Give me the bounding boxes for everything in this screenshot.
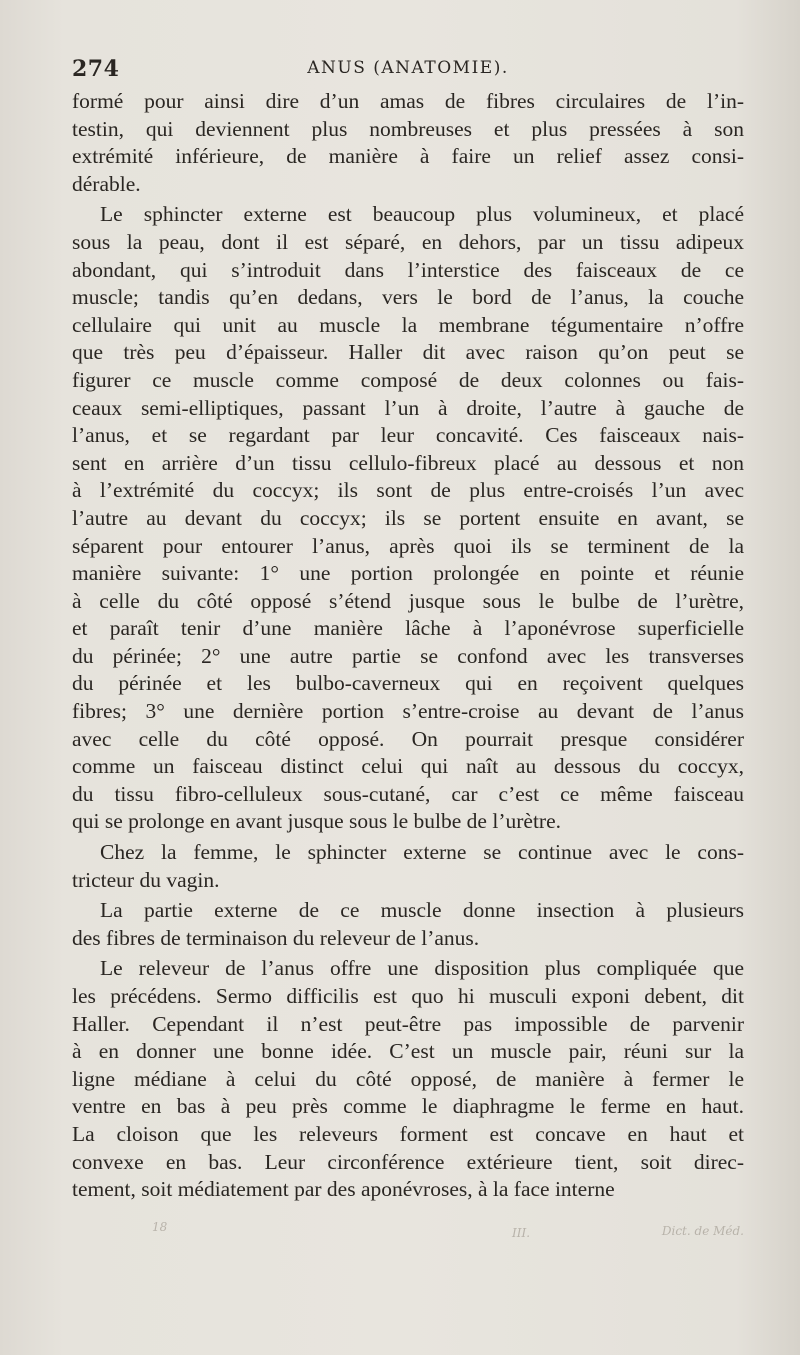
text-line: ligne médiane à celui du côté opposé, de manière à fermer le [72, 1066, 744, 1091]
running-head: ANUS (ANATOMIE). [307, 58, 509, 78]
text-line: extrémité inférieure, de manière à faire un relief assez consi- [72, 144, 744, 169]
text-line: Chez la femme, le sphincter externe se continue avec le cons- [100, 840, 744, 865]
text-line: muscle; tandis qu’en dedans, vers le bord de l’anus, la couche [72, 285, 744, 310]
signature-mark: 18 [152, 1220, 168, 1234]
volume-mark: III. [512, 1226, 531, 1240]
text-line: tement, soit médiatement par des aponévroses, à la face interne [72, 1177, 615, 1202]
text-line: La partie externe de ce muscle donne insection à plusieurs [100, 898, 744, 923]
text-line: fibres; 3° une dernière portion s’entre-croise au devant de l’anus [72, 699, 744, 724]
paragraph [72, 955, 744, 1203]
text-line: qui se prolonge en avant jusque sous le bulbe de l’urètre. [72, 809, 561, 834]
text-line: l’autre au devant du coccyx; ils se portent ensuite en avant, se [72, 505, 744, 530]
text-line: et paraît tenir d’une manière lâche à l’aponévrose superficielle [72, 616, 744, 641]
text-line: ventre en bas à peu près comme le diaphragme le ferme en haut. [72, 1094, 744, 1119]
page-header [72, 56, 744, 86]
text-line: séparent pour entourer l’anus, après quoi ils se terminent de la [72, 533, 744, 558]
paragraph [72, 897, 744, 952]
text-line: les précédens. Sermo difficilis est quo hi musculi exponi debent, dit [72, 984, 744, 1008]
page-footer [72, 1220, 744, 1250]
text-line: du tissu fibro-celluleux sous-cutané, car c’est ce même faisceau [72, 781, 744, 806]
text-line: avec celle du côté opposé. On pourrait presque considérer [72, 726, 744, 751]
text-line: Le releveur de l’anus offre une disposition plus compliquée que [100, 956, 744, 981]
text-line: du périnée; 2° une autre partie se confond avec les transverses [72, 643, 744, 668]
paragraph [72, 88, 744, 198]
text-line: convexe en bas. Leur circonférence extérieure tient, soit direc- [72, 1149, 744, 1174]
page-number: 274 [72, 56, 120, 82]
text-line: comme un faisceau distinct celui qui naît au dessous du coccyx, [72, 754, 744, 779]
paragraph [72, 201, 744, 836]
text-line: à l’extrémité du coccyx; ils sont de plus entre-croisés l’un avec [72, 478, 744, 503]
text-line: Haller. Cependant il n’est peut-être pas impossible de parvenir [72, 1011, 744, 1036]
text-line: ceaux semi-elliptiques, passant l’un à droite, l’autre à gauche de [72, 395, 744, 420]
text-line: l’anus, et se regardant par leur concavité. Ces faisceaux nais- [72, 423, 744, 448]
text-line: La cloison que les releveurs forment est concave en haut et [72, 1121, 744, 1146]
text-line: Le sphincter externe est beaucoup plus volumineux, et placé [100, 202, 744, 227]
text-line: abondant, qui s’introduit dans l’interstice des faisceaux de ce [72, 257, 744, 282]
text-line: dérable. [72, 171, 141, 196]
text-line: du périnée et les bulbo-caverneux qui en reçoivent quelques [72, 671, 744, 696]
text-line: figurer ce muscle comme composé de deux colonnes ou fais- [72, 367, 744, 392]
paragraph [72, 839, 744, 894]
text-line: à celle du côté opposé s’étend jusque sous le bulbe de l’urètre, [72, 588, 744, 613]
text-line: testin, qui deviennent plus nombreuses et plus pressées à son [72, 116, 744, 141]
dictionary-mark: Dict. de Méd. [661, 1224, 744, 1238]
text-line: formé pour ainsi dire d’un amas de fibres circulaires de l’in- [72, 89, 744, 113]
text-line: que très peu d’épaisseur. Haller dit avec raison qu’on peut se [72, 340, 744, 365]
text-line: des fibres de terminaison du releveur de l’anus. [72, 925, 480, 950]
text-line: sous la peau, dont il est séparé, en dehors, par un tissu adipeux [72, 229, 744, 254]
text-line: tricteur du vagin. [72, 867, 220, 892]
body-text [72, 88, 744, 1207]
text-line: cellulaire qui unit au muscle la membrane tégumentaire n’offre [72, 312, 744, 337]
text-line: sent en arrière d’un tissu cellulo-fibreux placé au dessous et non [72, 450, 744, 475]
text-line: à en donner une bonne idée. C’est un muscle pair, réuni sur la [72, 1039, 744, 1064]
text-line: manière suivante: 1° une portion prolongée en pointe et réunie [72, 561, 744, 586]
